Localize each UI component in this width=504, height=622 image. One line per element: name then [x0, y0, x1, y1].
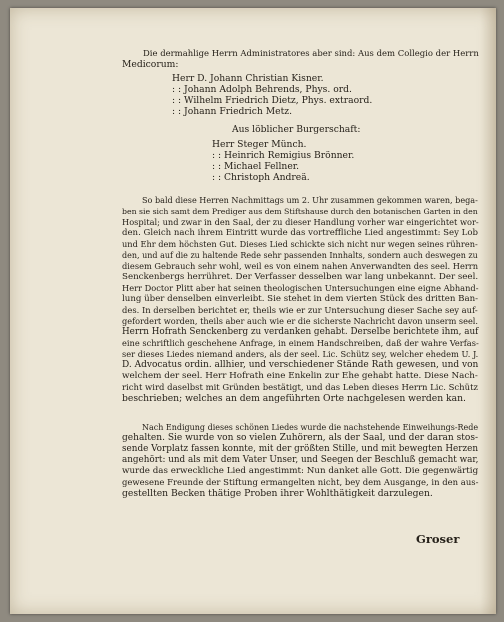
catchword: Groser [416, 532, 460, 546]
paragraph-1-line: Herrn Hofrath Senckenberg zu verdanken gehabt. Derselbe berichtete ihm, auf [122, 327, 479, 337]
doctor-line: : : Johann Friedrich Metz. [172, 106, 293, 117]
administrators-line: Die dermahlige Herrn Administratores aber sind: Aus dem Collegio der Herrn [143, 48, 479, 58]
paragraph-1-line: und Ehr dem höchsten Gut. Dieses Lied schickte sich nicht nur wegen seines rühren- [122, 239, 478, 249]
medicorum-line: Medicorum: [122, 59, 179, 70]
doctor-line: Herr D. Johann Christian Kisner. [172, 73, 324, 84]
paragraph-1-line: eine schriftlich geschehene Anfrage, in einem Handschreiben, daß der wahre Verfas- [122, 338, 479, 348]
paragraph-1-line: beschrieben; welches an dem angeführten Orte nachgelesen werden kan. [122, 393, 466, 404]
citizen-line: : : Heinrich Remigius Brönner. [212, 150, 355, 161]
paragraph-2-line: gewesene Freunde der Stiftung ermangelten nicht, bey dem Ausgange, in den aus- [122, 477, 479, 487]
paragraph-1-line: welchem der seel. Herr Hofrath eine Enkelin zur Ehe gehabt hatte. Diese Nach- [122, 371, 478, 381]
paragraph-2-line: gehalten. Sie wurde von so vielen Zuhörern, als der Saal, und der daran stos- [122, 433, 479, 443]
citizen-line: Herr Steger Münch. [212, 139, 307, 150]
paragraph-1-line: Senckenbergs herrühret. Der Verfasser desselben war lang unbekannt. Der seel. [122, 272, 479, 282]
paragraph-1-line: richt wird daselbst mit Gründen bestätigt, und das Leben dieses Herrn Lic. Schütz [122, 382, 478, 392]
paragraph-1-line: den, und auf die zu haltende Rede sehr passenden Innhalts, sondern auch deswegen zu [122, 251, 478, 260]
doctor-line: : : Wilhelm Friedrich Dietz, Phys. extraord. [172, 95, 373, 106]
citizen-line: : : Michael Fellner. [212, 161, 300, 172]
paragraph-1-line: Herr Doctor Plitt aber hat seinen theologischen Untersuchungen eine eigne Abhand- [122, 283, 479, 293]
paragraph-1-line: ben sie sich samt dem Prediger aus dem Stiftshause durch den botanischen Garten in den [122, 207, 478, 216]
paragraph-2-line: sende Vorplatz fassen konnte, mit der größten Stille, und mit bewegten Herzen [122, 444, 479, 454]
paragraph-1-line: D. Advocatus ordin. allhier, und verschiedener Stände Rath gewesen, und von [122, 360, 479, 370]
document-page [10, 8, 496, 614]
paragraph-2-line: gestellten Becken thätige Proben ihrer Wohlthätigkeit darzulegen. [122, 488, 433, 499]
paragraph-1-line: Hospital; und zwar in den Saal, der zu dieser Handlung vorher war eingerichtet wor- [122, 217, 479, 227]
citizens-heading: Aus löblicher Burgerschaft: [232, 124, 361, 135]
paragraph-1-line: ser dieses Liedes niemand anders, als der seel. Lic. Schütz sey, welcher ehedem U. J. [122, 349, 479, 359]
paragraph-1-line: des. In derselben berichtet er, theils wie er zur Untersuchung dieser Sache sey auf- [122, 305, 478, 315]
paragraph-2-line: angehört: und als mit dem Vater Unser, und Seegen der Beschluß gemacht war, [122, 455, 479, 465]
paragraph-1-line: lung über denselben einverleibt. Sie stehet in dem vierten Stück des dritten Ban- [122, 294, 479, 304]
doctor-line: : : Johann Adolph Behrends, Phys. ord. [172, 84, 352, 95]
paragraph-1-line: diesem Gebrauch sehr wohl, weil es von einem nahen Anverwandten des seel. Herrn [122, 261, 479, 271]
citizen-line: : : Christoph Andreä. [212, 172, 310, 183]
paragraph-2-line: wurde das erweckliche Lied angestimmt: Nun danket alle Gott. Die gegenwärtig [122, 466, 479, 476]
paragraph-2-line: Nach Endigung dieses schönen Liedes wurde die nachstehende Einweihungs-Rede [142, 423, 479, 432]
paragraph-1-line: gefordert worden, theils aber auch wie er die sicherste Nachricht davon unserm seel. [122, 316, 478, 326]
paragraph-1-line: So bald diese Herren Nachmittags um 2. Uhr zusammen gekommen waren, bega- [142, 195, 478, 205]
paragraph-1-line: den. Gleich nach ihrem Eintritt wurde das vortreffliche Lied angestimmt: Sey Lob [122, 228, 479, 238]
